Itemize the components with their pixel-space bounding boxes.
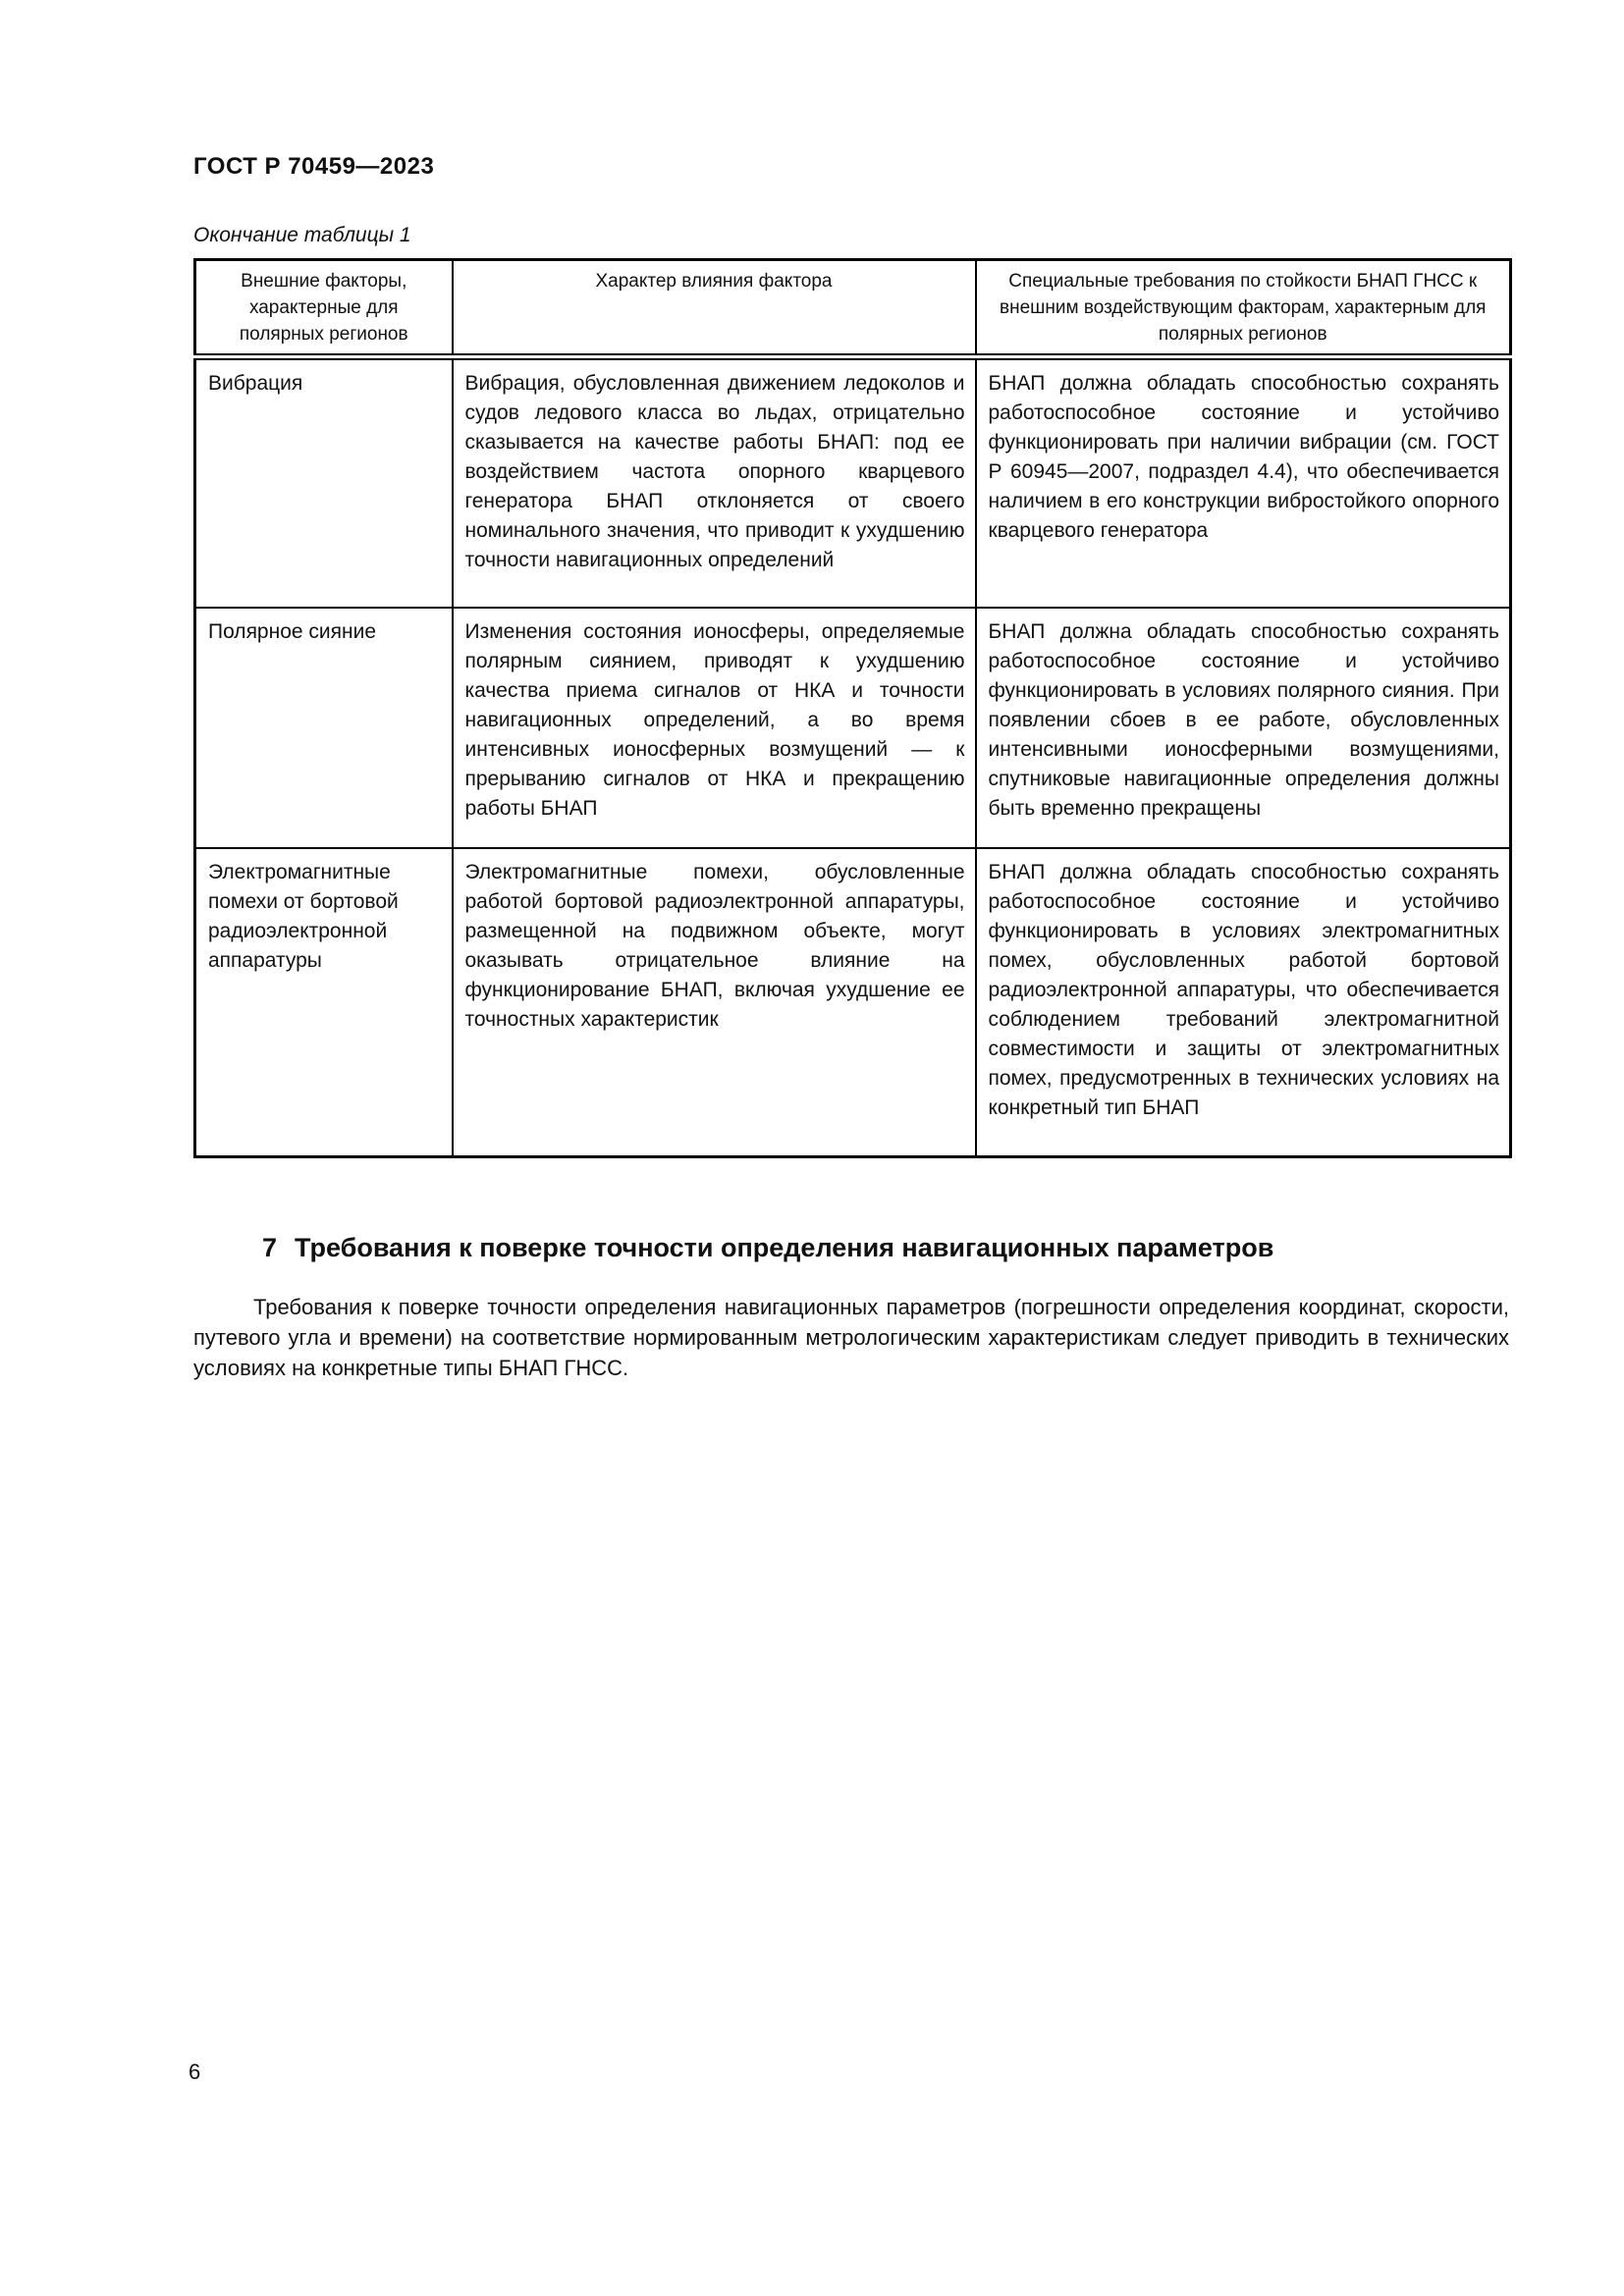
section-paragraph: Требования к поверке точности определения навигационных параметров (погрешности определения координат, скорости, путевого угла и времени) на соответствие нормированным метрологическим характеристикам следует приводить в технических условиях на конкретные типы БНАП ГНСС. — [193, 1295, 1509, 1380]
factor-cell: Вибрация — [195, 357, 453, 608]
section-number: 7 — [262, 1233, 278, 1262]
table-header-row — [195, 260, 1511, 357]
factor-cell: Электромагнитные помехи от бортовой радиоэлектронной аппаратуры — [195, 848, 453, 1157]
factor-cell: Полярное сияние — [195, 608, 453, 848]
column-header-external-factors: Внешние факторы, характерные для полярных регионов — [195, 260, 453, 357]
section-heading — [262, 1233, 1509, 1263]
document-code: ГОСТ Р 70459—2023 — [193, 153, 435, 180]
column-header-influence: Характер влияния фактора — [453, 260, 976, 357]
table-row-aurora — [195, 608, 1511, 848]
section-title: Требования к поверке точности определения навигационных параметров — [295, 1233, 1274, 1262]
page-number: 6 — [189, 2059, 201, 2084]
influence-cell: Изменения состояния ионосферы, определяемые полярным сиянием, приводят к ухудшению качества приема сигналов от НКА и точности навигационных определений, а во время интенсивных ионосферных возмущений — к прерыванию сигналов от НКА и прекращению работы БНАП — [453, 608, 976, 848]
requirements-cell: БНАП должна обладать способностью сохранять работоспособное состояние и устойчиво функционировать при наличии вибрации (см. ГОСТ Р 60945—2007, подраздел 4.4), что обеспечивается наличием в его конструкции вибростойкого опорного кварцевого генератора — [976, 357, 1511, 608]
influence-cell: Вибрация, обусловленная движением ледоколов и судов ледового класса во льдах, отрицательно сказывается на качестве работы БНАП: под ее воздействием частота опорного кварцевого генератора БНАП отклоняется от своего номинального значения, что приводит к ухудшению точности навигационных определений — [453, 357, 976, 608]
table-row-emi — [195, 848, 1511, 1157]
requirements-cell: БНАП должна обладать способностью сохранять работоспособное состояние и устойчиво функционировать в условиях электромагнитных помех, обусловленных работой бортовой радиоэлектронной аппаратуры, что обеспечивается соблюдением требований электромагнитной совместимости и защиты от электромагнитных помех, предусмотренных в технических условиях на конкретный тип БНАП — [976, 848, 1511, 1157]
factors-table — [193, 258, 1512, 1158]
table-caption: Окончание таблицы 1 — [193, 224, 411, 246]
column-header-requirements: Специальные требования по стойкости БНАП ГНСС к внешним воздействующим факторам, характерным для полярных регионов — [976, 260, 1511, 357]
table-row-vibration — [195, 357, 1511, 608]
influence-cell: Электромагнитные помехи, обусловленные работой бортовой радиоэлектронной аппаратуры, размещенной на подвижном объекте, могут оказывать отрицательное влияние на функционирование БНАП, включая ухудшение ее точностных характеристик — [453, 848, 976, 1157]
requirements-cell: БНАП должна обладать способностью сохранять работоспособное состояние и устойчиво функционировать в условиях полярного сияния. При появлении сбоев в ее работе, обусловленных интенсивными ионосферными возмущениями, спутниковые навигационные определения должны быть временно прекращены — [976, 608, 1511, 848]
